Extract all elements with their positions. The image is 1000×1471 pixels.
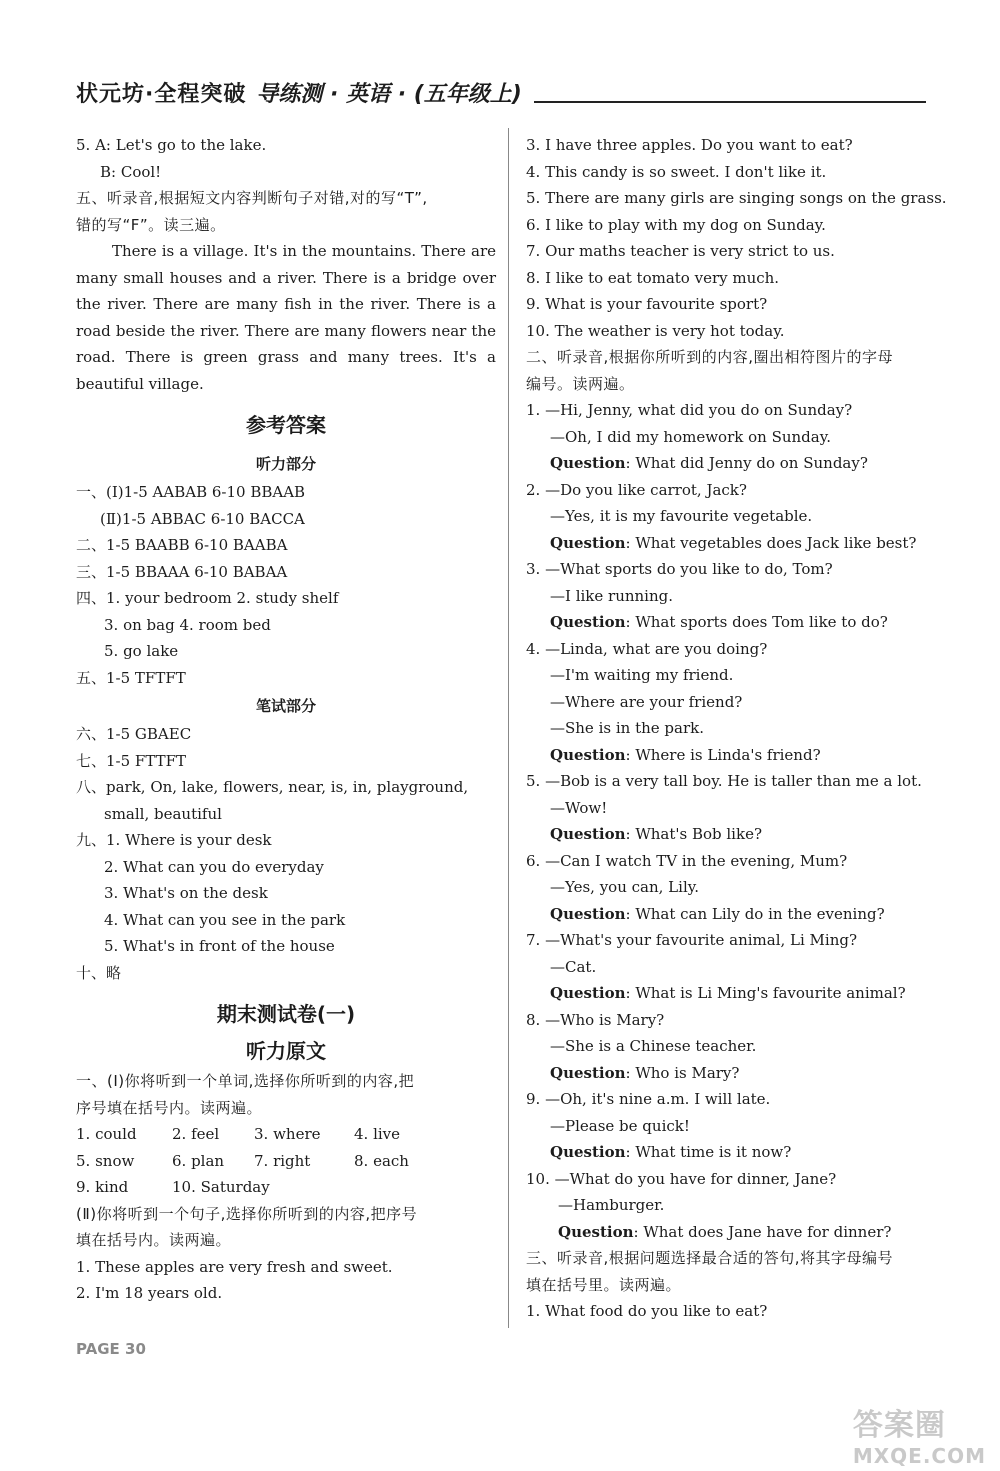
word-item: 5. snow bbox=[76, 1151, 135, 1170]
dialog-line: —Oh, I did my homework on Sunday. bbox=[550, 427, 831, 446]
question-line bbox=[526, 530, 956, 557]
sentence: 8. I like to eat tomato very much. bbox=[526, 268, 780, 287]
answer-line: 三、1-5 BBAAA 6-10 BABAA bbox=[76, 562, 288, 581]
dialog-line: —Wow! bbox=[550, 798, 608, 817]
answer-line: 2. What can you do everyday bbox=[104, 857, 324, 876]
dialog-line: —I like running. bbox=[550, 586, 674, 605]
question-line bbox=[526, 821, 956, 848]
section-title: 填在括号内。读两遍。 bbox=[76, 1231, 232, 1249]
sentence: 9. What is your favourite sport? bbox=[526, 295, 768, 313]
dialog-line: 2. —Do you like carrot, Jack? bbox=[526, 480, 747, 499]
question-text: : What vegetables does Jack like best? bbox=[625, 533, 917, 552]
word-item: 1. could bbox=[76, 1125, 137, 1143]
listening-heading: 听力部分 bbox=[255, 455, 316, 473]
dialog-line: B: Cool! bbox=[100, 162, 162, 181]
book-brand: 状元坊·全程突破 bbox=[76, 82, 247, 107]
question-label: Question bbox=[550, 1143, 626, 1161]
word-item: 2. feel bbox=[172, 1125, 220, 1143]
watermark-cn: 答案圈 bbox=[852, 1408, 946, 1443]
dialog-line: —Hamburger. bbox=[558, 1196, 665, 1214]
dialog-line: —Yes, it is my favourite vegetable. bbox=[550, 507, 813, 525]
word-item: 10. Saturday bbox=[172, 1178, 270, 1196]
section-title: 错的写“F”。读三遍。 bbox=[76, 215, 226, 234]
answer-line: (Ⅱ)1-5 ABBAC 6-10 BACCA bbox=[100, 509, 305, 528]
dialog-line: —Please be quick! bbox=[550, 1116, 690, 1135]
answer-line: 八、park, On, lake, flowers, near, is, in, playground, bbox=[76, 778, 469, 796]
section-title: 填在括号里。读两遍。 bbox=[526, 1275, 682, 1294]
question-text: : What sports does Tom like to do? bbox=[625, 613, 888, 631]
dialog-line: —Where are your friend? bbox=[550, 692, 743, 711]
transcript-heading: 听力原文 bbox=[246, 1039, 326, 1063]
word-item: 9. kind bbox=[76, 1178, 129, 1196]
word-row bbox=[76, 1148, 496, 1175]
question-line bbox=[526, 1139, 956, 1166]
question-label: Question bbox=[550, 745, 626, 764]
question-line bbox=[526, 1060, 956, 1087]
column-divider bbox=[508, 128, 509, 1328]
word-item: 4. live bbox=[354, 1125, 401, 1143]
question-line bbox=[526, 742, 956, 769]
answer-line: small, beautiful bbox=[104, 804, 222, 823]
sentence: 1. These apples are very fresh and sweet. bbox=[76, 1257, 393, 1276]
question-text: : What's Bob like? bbox=[625, 825, 762, 843]
question-text: : What is Li Ming's favourite animal? bbox=[625, 984, 906, 1002]
dialog-line: —She is a Chinese teacher. bbox=[550, 1037, 757, 1055]
watermark-en: MXQE.COM bbox=[852, 1444, 986, 1468]
answer-line: 六、1-5 GBAEC bbox=[76, 725, 192, 743]
sentence: 4. This candy is so sweet. I don't like it. bbox=[526, 162, 827, 181]
dialog-line: 9. —Oh, it's nine a.m. I will late. bbox=[526, 1090, 771, 1108]
answer-line: 二、1-5 BAABB 6-10 BAABA bbox=[76, 536, 288, 554]
section-title: 二、听录音,根据你所听到的内容,圈出相符图片的字母 bbox=[526, 348, 894, 366]
header-rule bbox=[534, 101, 926, 103]
question-text: : What can Lily do in the evening? bbox=[625, 904, 885, 923]
word-row bbox=[76, 1174, 496, 1201]
question-text: : What did Jenny do on Sunday? bbox=[625, 454, 868, 472]
dialog-line: 6. —Can I watch TV in the evening, Mum? bbox=[526, 851, 848, 870]
section-title: 编号。读两遍。 bbox=[526, 374, 635, 393]
dialog-line: 3. —What sports do you like to do, Tom? bbox=[526, 560, 833, 578]
dialog-line: 1. —Hi, Jenny, what did you do on Sunday? bbox=[526, 401, 853, 419]
sentence: 2. I'm 18 years old. bbox=[76, 1284, 223, 1302]
answer-line: 一、(Ⅰ)1-5 AABAB 6-10 BBAAB bbox=[76, 483, 306, 501]
question-label: Question bbox=[550, 454, 626, 472]
word-row bbox=[76, 1121, 496, 1148]
section-title: 一、(Ⅰ)你将听到一个单词,选择你所听到的内容,把 bbox=[76, 1072, 415, 1090]
answers-heading: 参考答案 bbox=[246, 413, 326, 437]
sentence: 10. The weather is very hot today. bbox=[526, 321, 785, 340]
question-label: Question bbox=[550, 1063, 626, 1082]
exam-heading: 期末测试卷(一) bbox=[216, 1002, 356, 1026]
written-heading: 笔试部分 bbox=[255, 697, 316, 715]
sentence: 1. What food do you like to eat? bbox=[526, 1302, 768, 1320]
word-item: 7. right bbox=[254, 1151, 311, 1170]
dialog-line: 4. —Linda, what are you doing? bbox=[526, 639, 768, 658]
passage: There is a village. It's in the mountains. There are many small houses and a river. There is a bridge over the river. There are many fish in the river. There is a road beside the river. There are many flowers near the road. There is green grass and many trees. It's a beautiful village. bbox=[76, 242, 496, 393]
section-title: 三、听录音,根据问题选择最合适的答句,将其字母编号 bbox=[526, 1249, 894, 1267]
question-label: Question bbox=[550, 904, 626, 923]
dialog-line: 7. —What's your favourite animal, Li Ming? bbox=[526, 931, 858, 949]
word-item: 3. where bbox=[254, 1125, 321, 1143]
dialog-line: 8. —Who is Mary? bbox=[526, 1010, 665, 1029]
dialog-line: —I'm waiting my friend. bbox=[550, 666, 734, 684]
question-label: Question bbox=[550, 613, 626, 631]
question-line bbox=[526, 609, 956, 636]
answer-line: 九、1. Where is your desk bbox=[76, 831, 272, 849]
book-subtitle: 导练测 · 英语 · (五年级上) bbox=[256, 82, 522, 107]
sentence: 6. I like to play with my dog on Sunday. bbox=[526, 215, 826, 234]
answer-line: 四、1. your bedroom 2. study shelf bbox=[76, 589, 339, 607]
dialog-line: 5. A: Let's go to the lake. bbox=[76, 136, 267, 154]
answer-line: 十、略 bbox=[76, 963, 122, 982]
dialog-line: —Yes, you can, Lily. bbox=[550, 878, 699, 896]
question-text: : Where is Linda's friend? bbox=[625, 745, 821, 764]
page-header bbox=[76, 74, 926, 108]
answer-line: 七、1-5 FTTFT bbox=[76, 751, 187, 770]
answer-line: 5. go lake bbox=[104, 642, 179, 660]
question-line bbox=[526, 1219, 956, 1246]
dialog-line: 10. —What do you have for dinner, Jane? bbox=[526, 1169, 837, 1188]
section-title: (Ⅱ)你将听到一个句子,选择你所听到的内容,把序号 bbox=[76, 1204, 418, 1223]
word-item: 6. plan bbox=[172, 1151, 225, 1170]
question-line bbox=[526, 980, 956, 1007]
dialog-line: 5. —Bob is a very tall boy. He is taller than me a lot. bbox=[526, 772, 922, 790]
question-label: Question bbox=[550, 984, 626, 1002]
section-title: 五、听录音,根据短文内容判断句子对错,对的写“T”, bbox=[76, 189, 428, 207]
answer-line: 五、1-5 TFTFT bbox=[76, 668, 186, 687]
question-text: : What does Jane have for dinner? bbox=[633, 1222, 892, 1241]
section-title: 序号填在括号内。读两遍。 bbox=[76, 1098, 263, 1117]
answer-line: 4. What can you see in the park bbox=[104, 910, 346, 929]
question-text: : What time is it now? bbox=[625, 1143, 792, 1161]
right-column bbox=[526, 132, 956, 1325]
answer-line: 3. What's on the desk bbox=[104, 884, 268, 902]
dialog-line: —She is in the park. bbox=[550, 719, 704, 737]
question-line bbox=[526, 450, 956, 477]
left-column bbox=[76, 132, 496, 1307]
question-label: Question bbox=[550, 533, 626, 552]
question-label: Question bbox=[558, 1222, 634, 1241]
sentence: 5. There are many girls are singing songs on the grass. bbox=[526, 189, 947, 207]
question-line bbox=[526, 901, 956, 928]
sentence: 3. I have three apples. Do you want to eat? bbox=[526, 136, 853, 154]
sentence: 7. Our maths teacher is very strict to us. bbox=[526, 242, 835, 260]
watermark-logo bbox=[853, 1400, 986, 1468]
page-number: PAGE 30 bbox=[76, 1340, 146, 1358]
question-text: : Who is Mary? bbox=[625, 1063, 740, 1082]
word-item: 8. each bbox=[354, 1151, 409, 1170]
dialog-line: —Cat. bbox=[550, 957, 597, 976]
answer-line: 3. on bag 4. room bed bbox=[104, 615, 271, 634]
answer-line: 5. What's in front of the house bbox=[104, 937, 335, 955]
question-label: Question bbox=[550, 825, 626, 843]
